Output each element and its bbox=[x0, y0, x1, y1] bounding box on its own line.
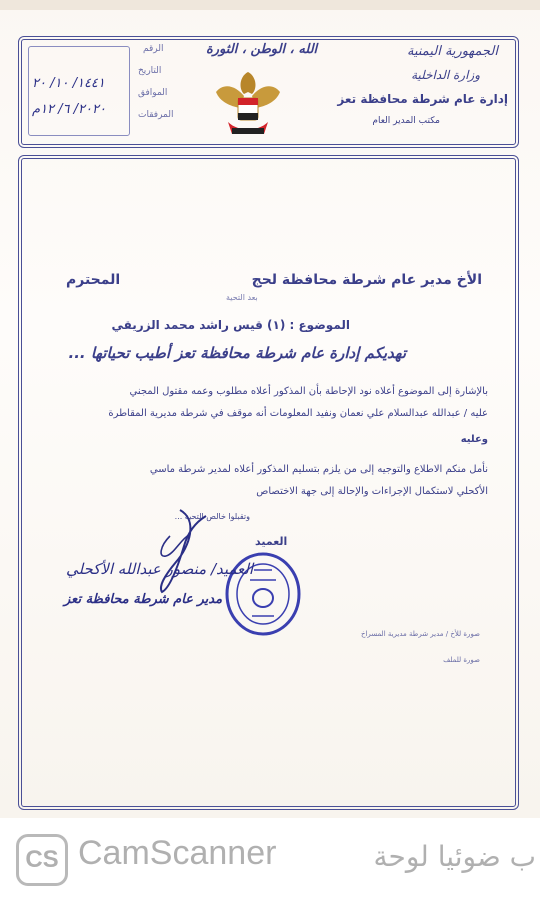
copy-to-2: صورة للملف bbox=[443, 656, 480, 664]
addressee: الأخ مدير عام شرطة محافظة لحج bbox=[251, 272, 482, 288]
paragraph-1: بالإشارة إلى الموضوع أعلاه نود الإحاطة بأن المذكور أعلاه مطلوب وعمه مقتول المجني bbox=[129, 386, 488, 397]
eagle-emblem-icon bbox=[210, 62, 286, 142]
label-attachments: المرفقات bbox=[138, 110, 174, 120]
request-line-2: الأكحلي لاستكمال الإجراءات والإحالة إلى جهة الاختصاص bbox=[256, 486, 488, 497]
top-edge bbox=[0, 0, 540, 10]
copy-to-1: صورة للأخ / مدير شرطة مديرية المسراخ bbox=[360, 630, 480, 638]
header-department: إدارة عام شرطة محافظة تعز bbox=[337, 92, 508, 106]
signature-scribble-icon bbox=[140, 506, 220, 596]
intro-line: تهديكم إدارة عام شرطة محافظة تعز أطيب تحياتها ... bbox=[68, 344, 406, 362]
header-office: مكتب المدير العام bbox=[372, 116, 440, 126]
emblem-caption: الله ، الوطن ، الثورة bbox=[206, 42, 318, 57]
reference-box bbox=[28, 46, 130, 136]
label-corresponding: الموافق bbox=[138, 88, 168, 98]
header-ministry: وزارة الداخلية bbox=[411, 68, 480, 82]
label-date: التاريخ bbox=[138, 66, 162, 76]
camscanner-brand: CamScanner bbox=[78, 834, 277, 872]
camscanner-arabic-caption: ب ضوئيا لوحة bbox=[373, 840, 536, 873]
request-line-1: نأمل منكم الاطلاع والتوجيه إلى من يلزم بتسليم المذكور أعلاه لمدير شرطة ماسي bbox=[149, 464, 488, 475]
greeting: بعد التحية bbox=[226, 293, 258, 302]
subject-line: الموضوع : (١) قيس راشد محمد الزريقي bbox=[111, 318, 350, 332]
paragraph-3: وعليه bbox=[460, 434, 488, 445]
label-number: الرقم bbox=[143, 44, 164, 54]
signatory-name: العميد/ منصور عبدالله الأكحلي bbox=[66, 560, 254, 578]
handwritten-hijri-date: ١٤٤١/ ١٠/ ٢٠ bbox=[32, 76, 105, 91]
closing-line: وتقبلوا خالص التحية ... bbox=[174, 512, 250, 521]
signatory-title: مدير عام شرطة محافظة تعز bbox=[64, 592, 223, 607]
camscanner-logo-icon: CS bbox=[16, 834, 68, 886]
header-country: الجمهورية اليمنية bbox=[406, 44, 498, 59]
respected-label: المحترم bbox=[66, 272, 121, 288]
handwritten-gregorian-date: ٢٠٢٠/ ٦/ ١٢م bbox=[32, 102, 106, 117]
paragraph-2: عليه / عبدالله عبدالسلام علي نعمان ونفيد المعلومات أنه موقف في شرطة مديرية المقاطرة bbox=[108, 408, 488, 419]
signature-rank: العميد bbox=[255, 535, 288, 548]
body-frame bbox=[18, 155, 519, 810]
